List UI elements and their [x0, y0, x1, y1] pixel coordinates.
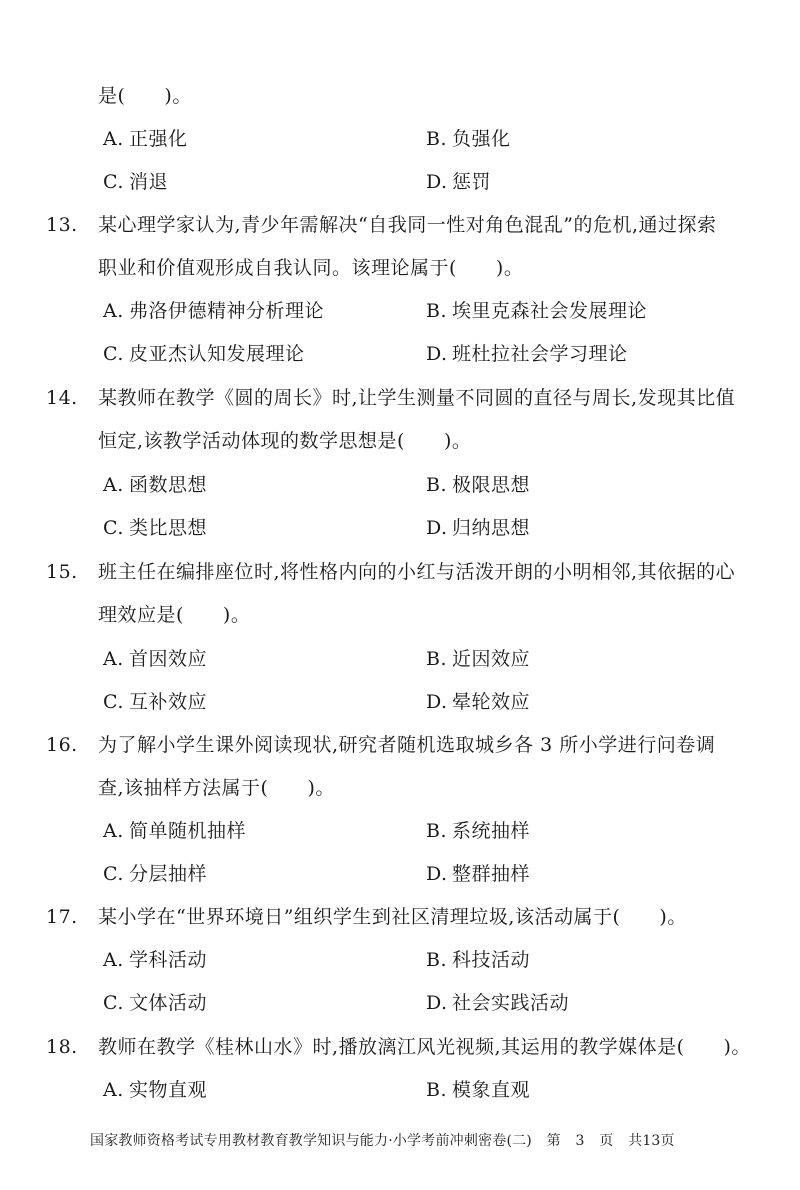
- footer-page-number: 3: [575, 1133, 585, 1149]
- option-label: A.: [103, 1079, 124, 1101]
- q14-stem-line-1: [46, 386, 735, 410]
- q16-stem-line-2: 查,该抽样方法属于( )。: [98, 777, 335, 799]
- option-label: D.: [426, 691, 448, 713]
- question-number: 18.: [46, 1036, 78, 1058]
- option-label: D.: [426, 863, 448, 885]
- q15-option-b: [426, 647, 530, 671]
- question-text: 某教师在教学《圆的周长》时,让学生测量不同圆的直径与周长,发现其比值: [98, 387, 736, 409]
- q12-stem-tail: 是( )。: [98, 85, 192, 107]
- q17-option-b: [426, 948, 530, 972]
- q15-option-a: [103, 647, 207, 671]
- q17-option-a: [103, 948, 207, 972]
- q13-option-a: [103, 299, 324, 323]
- q12-option-d: [426, 170, 491, 194]
- q14-option-c: [103, 516, 207, 540]
- option-text: 首因效应: [129, 648, 208, 670]
- q18-stem-line-1: [46, 1035, 751, 1059]
- q16-option-c: [103, 862, 207, 886]
- option-text: 整群抽样: [452, 863, 531, 885]
- page-footer: [90, 1132, 720, 1150]
- option-text: 负强化: [452, 128, 511, 150]
- option-text: 消退: [129, 171, 169, 193]
- option-text: 正强化: [129, 128, 188, 150]
- q13-option-b: [426, 299, 647, 323]
- question-number: 15.: [46, 561, 78, 583]
- option-text: 实物直观: [129, 1079, 208, 1101]
- option-text: 系统抽样: [452, 820, 531, 842]
- q16-option-b: [426, 819, 530, 843]
- q14-stem-line-2: 恒定,该教学活动体现的数学思想是( )。: [98, 430, 472, 452]
- option-label: A.: [103, 949, 124, 971]
- q13-stem-line-1: [46, 213, 717, 237]
- q13-stem-line-2: 职业和价值观形成自我认同。该理论属于( )。: [98, 257, 524, 279]
- question-text: 某心理学家认为,青少年需解决“自我同一性对角色混乱”的危机,通过探索: [98, 214, 717, 236]
- option-text: 惩罚: [452, 171, 492, 193]
- option-label: D.: [426, 343, 448, 365]
- option-text: 科技活动: [452, 949, 531, 971]
- option-label: B.: [426, 1079, 448, 1101]
- option-label: C.: [103, 863, 124, 885]
- option-label: B.: [426, 820, 448, 842]
- footer-page-unit: 页: [599, 1133, 614, 1149]
- option-text: 函数思想: [129, 474, 208, 496]
- option-label: B.: [426, 128, 448, 150]
- option-label: D.: [426, 171, 448, 193]
- q17-option-c: [103, 991, 207, 1015]
- q18-option-b: [426, 1078, 530, 1102]
- option-text: 归纳思想: [452, 517, 531, 539]
- question-text: 班主任在编排座位时,将性格内向的小红与活泼开朗的小明相邻,其依据的心: [98, 561, 736, 583]
- option-label: B.: [426, 949, 448, 971]
- question-text: 为了解小学生课外阅读现状,研究者随机选取城乡各 3 所小学进行问卷调: [98, 734, 716, 756]
- option-text: 极限思想: [452, 474, 531, 496]
- option-text: 班杜拉社会学习理论: [452, 343, 628, 365]
- footer-page-prefix: 第: [546, 1133, 561, 1149]
- option-text: 晕轮效应: [452, 691, 531, 713]
- q15-option-c: [103, 690, 207, 714]
- q14-option-a: [103, 473, 207, 497]
- option-label: C.: [103, 691, 124, 713]
- option-label: B.: [426, 474, 448, 496]
- q13-option-c: [103, 342, 305, 366]
- q16-stem-line-1: [46, 733, 715, 757]
- option-label: D.: [426, 517, 448, 539]
- q12-option-c: [103, 170, 168, 194]
- option-label: C.: [103, 992, 124, 1014]
- option-text: 分层抽样: [129, 863, 208, 885]
- option-text: 埃里克森社会发展理论: [452, 300, 648, 322]
- question-number: 14.: [46, 387, 78, 409]
- option-text: 文体活动: [129, 992, 208, 1014]
- option-text: 类比思想: [129, 517, 208, 539]
- q17-stem-line-1: [46, 905, 687, 929]
- option-text: 简单随机抽样: [129, 820, 247, 842]
- option-label: C.: [103, 171, 124, 193]
- option-text: 皮亚杰认知发展理论: [129, 343, 305, 365]
- question-number: 17.: [46, 906, 78, 928]
- option-label: A.: [103, 474, 124, 496]
- option-text: 弗洛伊德精神分析理论: [129, 300, 325, 322]
- q16-option-d: [426, 862, 530, 886]
- option-label: A.: [103, 648, 124, 670]
- q15-stem-line-2: 理效应是( )。: [98, 604, 251, 626]
- q14-option-d: [426, 516, 530, 540]
- q13-option-d: [426, 342, 628, 366]
- question-number: 16.: [46, 734, 78, 756]
- q12-option-b: [426, 127, 511, 151]
- option-text: 模象直观: [452, 1079, 531, 1101]
- q15-stem-line-1: [46, 560, 735, 584]
- footer-total-pages: 共13页: [628, 1133, 675, 1149]
- option-label: A.: [103, 820, 124, 842]
- question-text: 某小学在“世界环境日”组织学生到社区清理垃圾,该活动属于( )。: [98, 906, 687, 928]
- option-label: D.: [426, 992, 448, 1014]
- option-label: C.: [103, 517, 124, 539]
- option-label: B.: [426, 300, 448, 322]
- question-number: 13.: [46, 214, 78, 236]
- option-text: 近因效应: [452, 648, 531, 670]
- option-label: A.: [103, 128, 124, 150]
- option-text: 学科活动: [129, 949, 208, 971]
- q16-option-a: [103, 819, 246, 843]
- q14-option-b: [426, 473, 530, 497]
- option-label: C.: [103, 343, 124, 365]
- option-label: B.: [426, 648, 448, 670]
- q17-option-d: [426, 991, 569, 1015]
- question-text: 教师在教学《桂林山水》时,播放漓江风光视频,其运用的教学媒体是( )。: [98, 1036, 751, 1058]
- option-label: A.: [103, 300, 124, 322]
- option-text: 社会实践活动: [452, 992, 570, 1014]
- option-text: 互补效应: [129, 691, 208, 713]
- footer-book-title: 国家教师资格考试专用教材教育教学知识与能力·小学考前冲刺密卷(二): [90, 1133, 532, 1149]
- q15-option-d: [426, 690, 530, 714]
- q12-option-a: [103, 127, 188, 151]
- q18-option-a: [103, 1078, 207, 1102]
